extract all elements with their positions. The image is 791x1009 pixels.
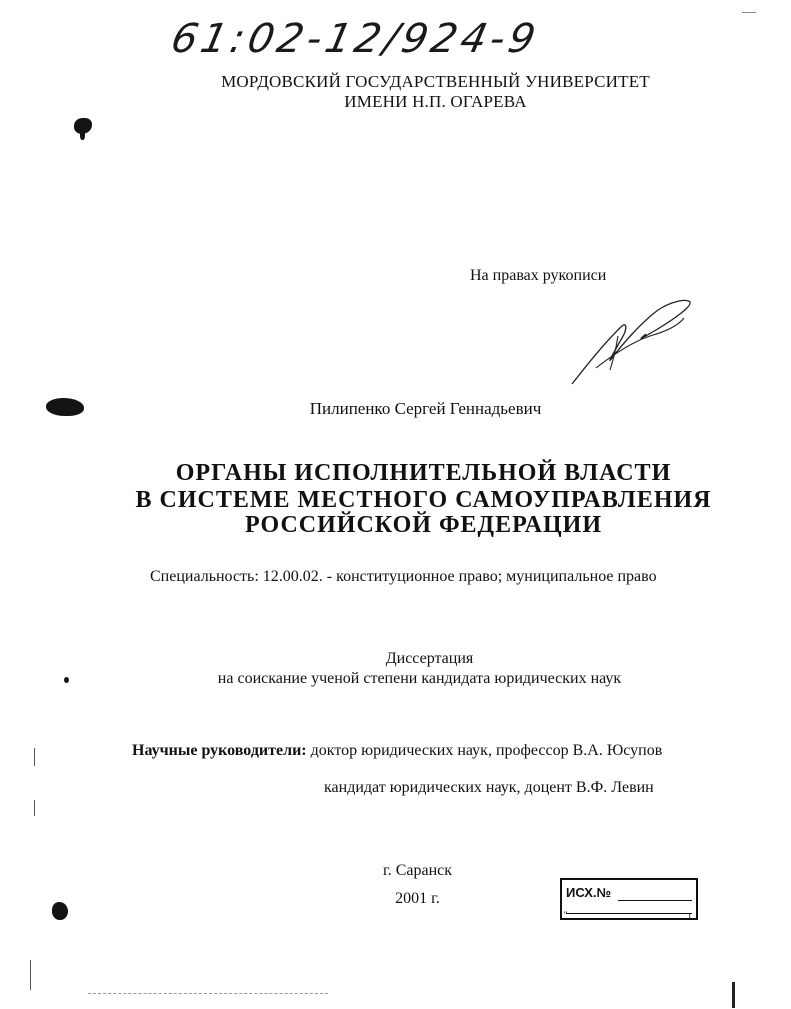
year: 2001 г. bbox=[395, 890, 440, 907]
stamp-date-line bbox=[566, 913, 692, 914]
manuscript-note: На правах рукописи bbox=[470, 267, 607, 284]
outgoing-number-stamp bbox=[560, 878, 698, 920]
specialty: Специальность: 12.00.02. - конституционное право; муниципальное право bbox=[150, 568, 657, 585]
title-line2: В СИСТЕМЕ МЕСТНОГО САМОУПРАВЛЕНИЯ bbox=[135, 487, 712, 513]
scan-speck bbox=[64, 677, 69, 683]
stamp-right-mark: г bbox=[688, 910, 692, 920]
handwritten-archive-number: 61:02-12/924-9 bbox=[167, 16, 544, 62]
supervisor-first: доктор юридических наук, профессор В.А. Юсупов bbox=[310, 742, 663, 759]
supervisors-line1 bbox=[132, 742, 662, 760]
top-right-mark bbox=[742, 12, 756, 13]
dissertation-degree: на соискание ученой степени кандидата юридических наук bbox=[217, 670, 622, 687]
punch-hole-blot-top-tail bbox=[80, 130, 85, 140]
supervisors-label: Научные руководители: bbox=[132, 742, 307, 759]
margin-mark-1 bbox=[34, 748, 35, 766]
bottom-right-mark bbox=[732, 982, 735, 1008]
stamp-left-mark: " bbox=[564, 910, 568, 920]
supervisor-second: кандидат юридических наук, доцент В.Ф. Левин bbox=[324, 779, 654, 796]
title-line3: РОССИЙСКОЙ ФЕДЕРАЦИИ bbox=[244, 512, 603, 538]
stamp-label: ИСХ.№ bbox=[566, 885, 612, 900]
university-name-line1: МОРДОВСКИЙ ГОСУДАРСТВЕННЫЙ УНИВЕРСИТЕТ bbox=[221, 72, 650, 91]
margin-mark-3 bbox=[30, 960, 31, 990]
signature-icon bbox=[566, 296, 696, 388]
punch-hole-blot-middle bbox=[46, 398, 84, 416]
dissertation-label: Диссертация bbox=[385, 650, 474, 667]
university-name-line2: ИМЕНИ Н.П. ОГАРЕВА bbox=[344, 92, 527, 111]
margin-mark-2 bbox=[34, 800, 35, 816]
title-line1: ОРГАНЫ ИСПОЛНИТЕЛЬНОЙ ВЛАСТИ bbox=[175, 460, 672, 486]
stamp-number-line bbox=[618, 900, 692, 901]
place: г. Саранск bbox=[382, 862, 453, 879]
author-name: Пилипенко Сергей Геннадьевич bbox=[309, 399, 542, 418]
punch-hole-blot-bottom bbox=[52, 902, 68, 920]
bottom-edge-line bbox=[88, 993, 328, 994]
